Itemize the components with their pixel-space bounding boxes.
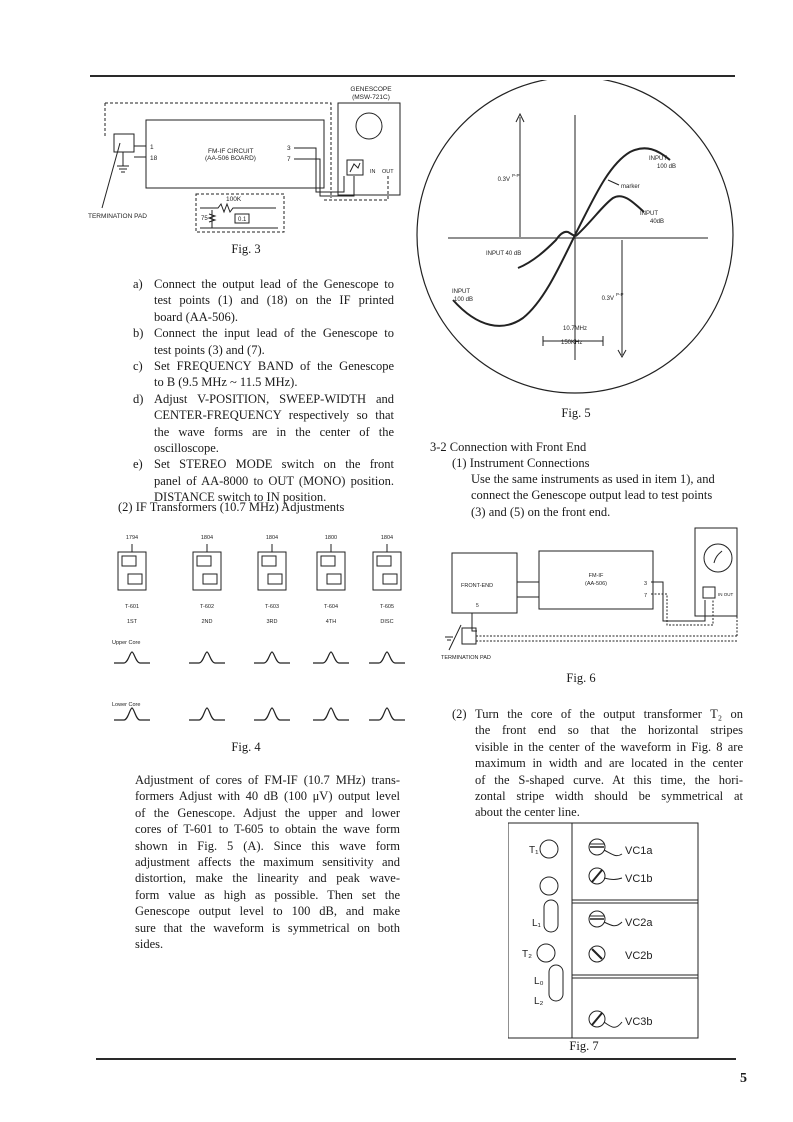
- fig7-vc3b: VC3b: [625, 1016, 653, 1028]
- fig3-caption: Fig. 3: [231, 242, 261, 256]
- fig3-r75: 75: [201, 216, 208, 222]
- fig5-input100-left: INPUT: [452, 289, 470, 295]
- step-text-line: panel of AA-8000 to OUT (MONO) position.: [154, 473, 394, 488]
- step2-line: visible in the center of the waveform in Fig. 8 are: [475, 739, 743, 754]
- fig5-pp-top: P-P: [512, 173, 520, 178]
- fig3-termination: TERMINATION PAD: [88, 213, 147, 220]
- fig5-input100-top: INPUT: [649, 156, 667, 162]
- fig7-vc1a: VC1a: [625, 845, 653, 857]
- fig4-lower-wave: [114, 708, 150, 720]
- step-text-line: oscilloscope.: [154, 441, 219, 455]
- step2-line: of the S-shaped curve. At this time, the hori-: [475, 772, 743, 787]
- fig4-name: T-604: [323, 604, 339, 610]
- step2-line: about the center line.: [475, 805, 580, 820]
- step2-line: maximum in width and are located in the center: [475, 756, 743, 771]
- fig6-front-end: FRONT-END: [461, 583, 494, 589]
- adjust-line: of the Genescope. Adjust the upper and lower: [135, 805, 400, 820]
- step-text-line: DISTANCE switch to IN position.: [154, 490, 327, 505]
- fig3-circuit-board: (AA-506 BOARD): [205, 155, 256, 162]
- fig7-diagram: [508, 822, 708, 1042]
- step-text-line: Set FREQUENCY BAND of the Genescope: [154, 359, 394, 373]
- fig6-in-out: IN OUT: [718, 592, 734, 597]
- adjust-line: distortion, make the linearity and peak wave-: [135, 871, 400, 886]
- step-text-line: Connect the output lead of the Genescope to: [154, 277, 394, 291]
- fig4-lower-core: [327, 574, 341, 584]
- fig6-pin3: 3: [644, 581, 648, 587]
- fig4-upper-wave: [254, 652, 290, 663]
- step2-line: zontal stripe width should be symmetrical at: [475, 789, 743, 803]
- fig7-l1: L₁: [532, 918, 541, 929]
- fig3-cap: 0.1: [238, 217, 247, 223]
- fig5-input100-top-b: 100 dB: [657, 164, 677, 170]
- adjust-line: shown in Fig. 5 (A). Since this wave form: [135, 838, 400, 853]
- bottom-rule: [96, 1058, 736, 1060]
- fig4-caption: Fig. 4: [231, 740, 261, 754]
- fig5-diagram: [408, 80, 748, 400]
- fig4-upper-wave: [114, 652, 150, 663]
- fig3-diagram: [88, 80, 408, 240]
- step-text-line: board (AA-506).: [154, 309, 239, 324]
- fig4-stage: DISC: [380, 619, 394, 625]
- step-text-line: to B (9.5 MHz ~ 11.5 MHz).: [154, 375, 298, 390]
- fig4-lower-wave: [189, 708, 225, 720]
- page-number: 5: [740, 1071, 747, 1086]
- section-32-line: (3) and (5) on the front end.: [471, 504, 611, 519]
- fig4-name: T-603: [264, 604, 280, 610]
- adjust-line: Adjustment of cores of FM-IF (10.7 MHz) trans-: [135, 773, 400, 787]
- fig6-termination: TERMINATION PAD: [441, 655, 491, 661]
- fig7-vc1b: VC1b: [625, 873, 653, 885]
- fig4-lower-core: [128, 574, 142, 584]
- step-text-line: test points (1) and (18) on the IF printed: [154, 293, 394, 308]
- fig7-lo: L₀: [534, 976, 544, 987]
- step-text-line: the wave forms are in the center of the: [154, 424, 394, 439]
- fig7-t2: T₂: [522, 949, 532, 960]
- step-label: b): [133, 326, 144, 341]
- fig4-upper-core: [197, 556, 211, 566]
- step-label: d): [133, 391, 144, 406]
- fig4-upper-core: [377, 556, 391, 566]
- fig4-value: 1804: [380, 535, 394, 541]
- fig4-value: 1804: [265, 535, 279, 541]
- step2-line: the front end so that the horizontal stripes: [475, 723, 743, 738]
- section-32-heading: 3-2 Connection with Front End: [430, 440, 587, 454]
- fig4-stage: 1ST: [126, 619, 138, 625]
- fig3-out-label: OUT: [382, 169, 394, 175]
- adjust-line: sides.: [135, 937, 164, 951]
- fig3-pin3: 3: [287, 145, 291, 152]
- fig5-input40-right-b: 40dB: [650, 219, 665, 225]
- fig4-stage: 4TH: [325, 619, 337, 625]
- fig4-upper-core-label: Upper Core: [112, 640, 141, 646]
- adjust-line: form value as high as possible. Then set the: [135, 887, 400, 902]
- fig4-stage: 2ND: [201, 619, 213, 625]
- step2-line: Turn the core of the output transformer T₂ on: [475, 707, 743, 721]
- fig5-caption: Fig. 5: [561, 406, 591, 420]
- step-text-line: Set STEREO MODE switch on the front: [154, 457, 394, 472]
- fig4-upper-core: [321, 556, 335, 566]
- fig6-pin7: 7: [644, 593, 648, 599]
- fig5-pp-bottom: P-P: [616, 292, 624, 297]
- step-label: a): [133, 277, 143, 291]
- adjust-line: sure that the waveform is symmetrical on both: [135, 920, 400, 935]
- fig4-name: T-601: [124, 604, 140, 610]
- fig4-value: 1800: [324, 535, 338, 541]
- section-32-line: connect the Genescope output lead to test points: [471, 488, 713, 503]
- fig6-diagram: [437, 525, 747, 665]
- fig3-pin7: 7: [287, 156, 291, 163]
- step-text-line: test points (3) and (7).: [154, 342, 265, 357]
- adjust-line: Genescope output level to 100 dB, and make: [135, 904, 400, 919]
- fig4-upper-wave: [313, 652, 349, 663]
- fig7-l2: L₂: [534, 996, 544, 1007]
- fig3-pin18: 18: [150, 155, 158, 162]
- fig5-input100-left-b: 100 dB: [454, 297, 474, 303]
- step-text-line: Connect the input lead of the Genescope to: [154, 326, 394, 341]
- fig4-diagram: [112, 530, 422, 730]
- fig4-upper-wave: [369, 652, 405, 663]
- section-32-line: Use the same instruments as used in item 1), and: [471, 472, 715, 486]
- if-heading: (2) IF Transformers (10.7 MHz) Adjustments: [118, 500, 345, 514]
- fig4-value: 1794: [125, 535, 139, 541]
- step-label: c): [133, 359, 143, 373]
- fig5-input40-left: INPUT 40 dB: [486, 251, 522, 257]
- fig5-freq: 10.7MHz: [563, 326, 588, 332]
- step-text-line: Adjust V-POSITION, SWEEP-WIDTH and: [154, 391, 394, 406]
- fig3-pin1: 1: [150, 144, 154, 151]
- fig7-vc2b: VC2b: [625, 950, 653, 962]
- fig4-name: T-605: [379, 604, 395, 610]
- adjust-line: formers Adjust with 40 dB (100 μV) output level: [135, 789, 400, 804]
- fig4-lower-wave: [313, 708, 349, 720]
- fig5-input40-right: INPUT: [640, 211, 658, 217]
- fig4-upper-core: [262, 556, 276, 566]
- fig7-vc2a: VC2a: [625, 917, 653, 929]
- top-rule: [90, 75, 735, 77]
- fig3-resistor-label: 100K: [226, 196, 242, 203]
- step-text-line: CENTER-FREQUENCY respectively so that: [154, 408, 394, 423]
- fig4-lower-core: [268, 574, 282, 584]
- step2-label: (2): [452, 707, 467, 721]
- fig3-genescope-model: (MSW-721C): [352, 94, 390, 101]
- fig4-lower-core: [383, 574, 397, 584]
- fig5-vpp-top: 0.3V: [497, 177, 510, 183]
- fig4-lower-core-label: Lower Core: [112, 702, 141, 708]
- fig4-name: T-602: [199, 604, 215, 610]
- fig6-fmif: FM-IF: [588, 573, 604, 579]
- fig6-fmif-board: (AA-506): [584, 581, 608, 587]
- fig4-lower-core: [203, 574, 217, 584]
- fig7-t1: T₁: [529, 845, 539, 856]
- fig4-value: 1804: [200, 535, 214, 541]
- fig6-caption: Fig. 6: [566, 671, 596, 685]
- adjust-line: adjustment affects the maximum sensitivity and: [135, 855, 400, 869]
- fig5-span: 150KHz: [561, 340, 583, 346]
- fig3-circuit-name: FM-IF CIRCUIT: [208, 148, 254, 155]
- fig4-lower-wave: [369, 708, 405, 720]
- section-32-sub: (1) Instrument Connections: [452, 456, 590, 470]
- fig4-upper-wave: [189, 652, 225, 663]
- fig4-lower-wave: [254, 708, 290, 720]
- fig5-marker: marker: [621, 184, 640, 190]
- fig5-vpp-bottom: 0.3V: [601, 296, 614, 302]
- fig4-upper-core: [122, 556, 136, 566]
- fig6-pin5: 5: [476, 603, 479, 609]
- fig3-in-label: IN: [370, 169, 376, 175]
- step-label: e): [133, 457, 143, 472]
- adjust-line: cores of T-601 to T-605 to obtain the wave form: [135, 822, 400, 837]
- fig7-caption: Fig. 7: [569, 1039, 599, 1053]
- fig4-stage: 3RD: [266, 619, 278, 625]
- fig3-genescope-label: GENESCOPE: [350, 86, 392, 93]
